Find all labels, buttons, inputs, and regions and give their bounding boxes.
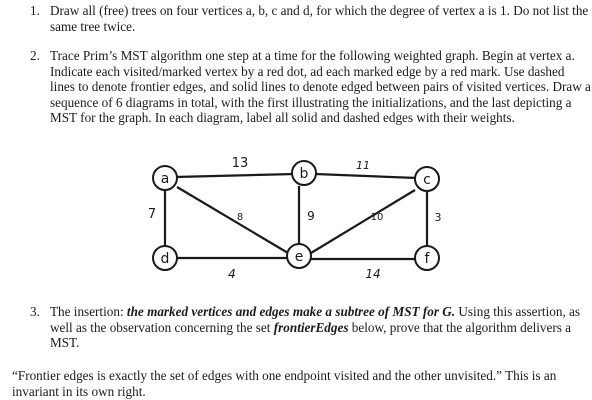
vertex-b-label: b	[299, 166, 309, 182]
weight-e-f: 14	[365, 267, 381, 281]
question-3-middle: Using this assertion, as well as the observation concerning the set	[50, 304, 581, 335]
edge-b-c	[315, 174, 417, 178]
question-1-number: 1.	[30, 3, 40, 18]
question-3-number: 3.	[30, 304, 40, 319]
weighted-graph-diagram	[130, 150, 470, 290]
question-2-text: Trace Prim’s MST algorithm one step at a time for the following weighted graph. Begin at vertex a. Indicate each visited/marked vertex by a red dot, ad each marked edge by a red mark. Use dashed lines to denote frontier edges, and solid lines to denote edged between pairs of visited vertices. Draw a sequence of 6 diagrams in total, with the first illustrating the initializations, and the last depicting a MST for the graph. In each diagram, label all solid and dashed edges with their weights.	[50, 48, 591, 125]
question-3-suffix: below, prove that the algorithm delivers a MST.	[50, 319, 572, 350]
question-3-text	[50, 304, 592, 351]
edge-a-e	[177, 187, 288, 253]
weight-c-f: 3	[434, 211, 442, 224]
vertex-c-label: c	[423, 172, 431, 188]
question-2-number: 2.	[30, 48, 40, 63]
vertex-d-label: d	[160, 251, 170, 267]
question-3-emphasis-assertion: the marked vertices and edges make a subtree of MST for G.	[126, 304, 456, 319]
edge-c-e	[311, 190, 415, 253]
question-3-prefix: The insertion:	[50, 304, 127, 319]
edge-a-b	[175, 174, 295, 177]
weight-c-e: 10	[370, 212, 384, 223]
weight-b-e: 9	[307, 209, 315, 223]
question-1-text: Draw all (free) trees on four vertices a, b, c and d, for which the degree of vertex a is 1. Do not list the same tree twice.	[50, 3, 589, 34]
question-3-emphasis-frontier-edges: frontierEdges	[273, 319, 349, 335]
vertex-e-label: e	[294, 249, 304, 265]
weight-b-c: 11	[356, 159, 370, 172]
weight-a-e: 8	[236, 212, 244, 223]
weight-d-e: 4	[228, 267, 236, 281]
frontier-edges-quote: “Frontier edges is exactly the set of edges with one endpoint visited and the other unvisited.” This is an invariant in its own right.	[12, 368, 557, 399]
vertex-f-label: f	[424, 251, 430, 267]
vertex-a-label: a	[160, 171, 170, 187]
weight-a-d: 7	[147, 207, 157, 222]
weight-a-b: 13	[231, 156, 249, 171]
